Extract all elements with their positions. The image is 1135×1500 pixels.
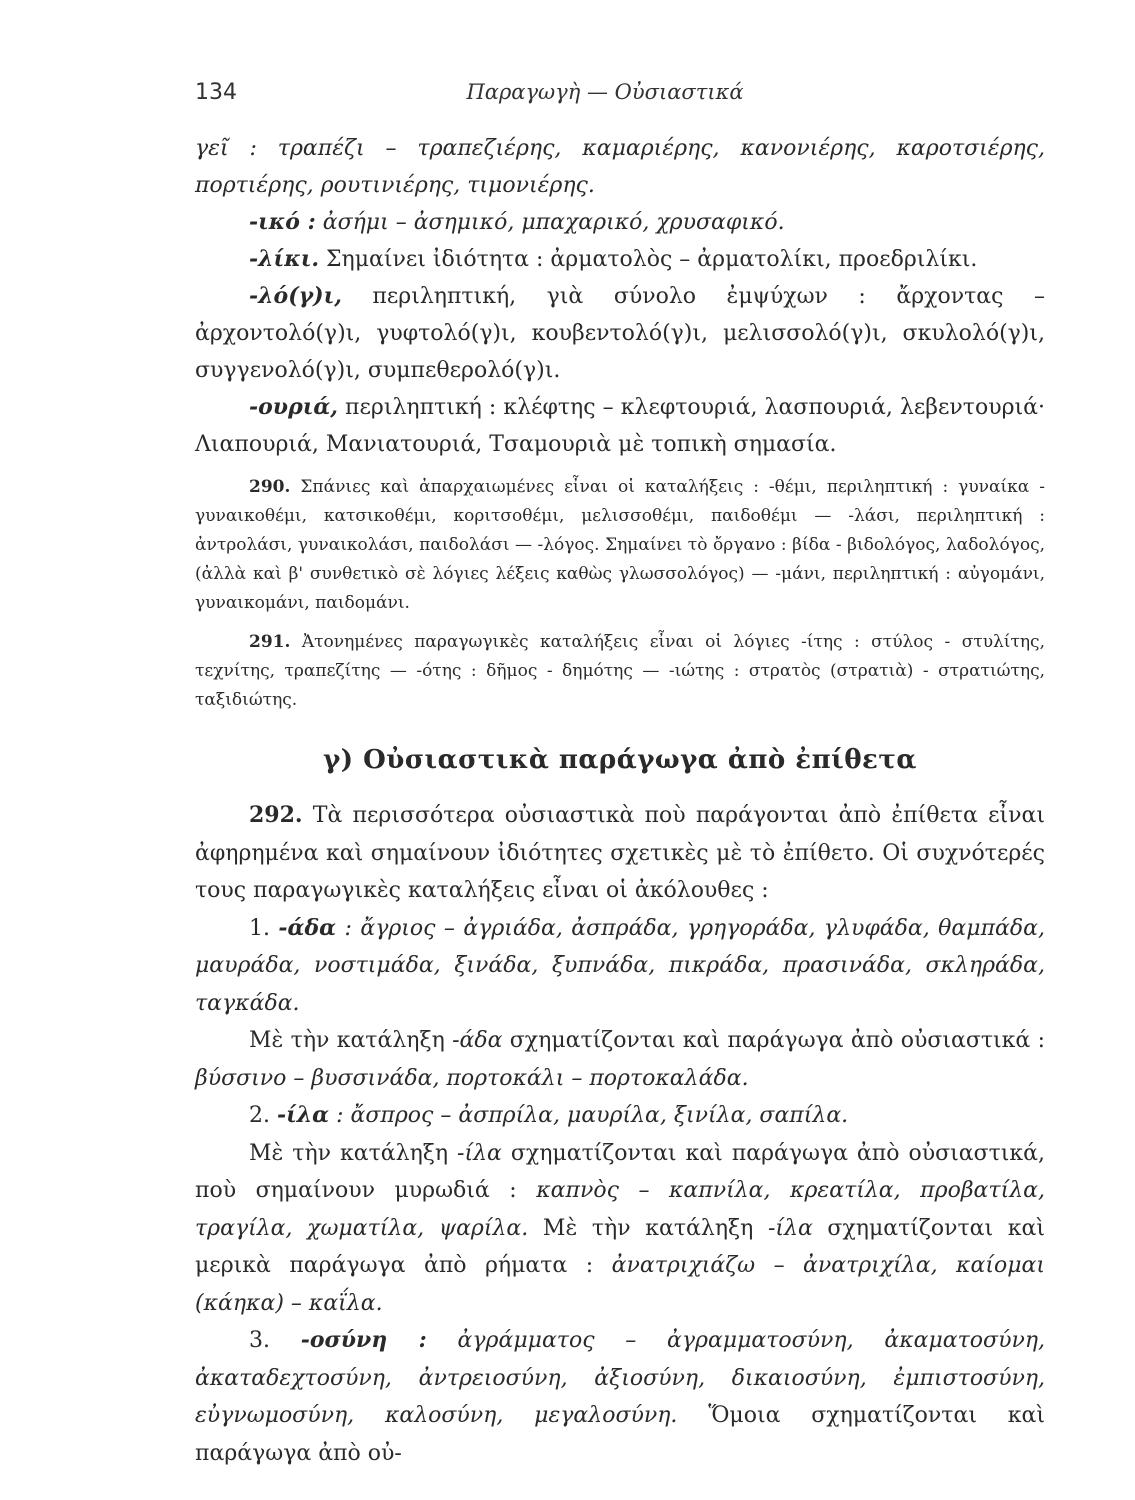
suffix-label: -άδα xyxy=(278,914,337,941)
suffix-label: -ίλα xyxy=(276,1102,330,1128)
item-number: 2. xyxy=(249,1103,277,1128)
item-1-note xyxy=(195,1022,1045,1097)
suffix-label: -οσύνη : xyxy=(300,1327,427,1353)
note-examples: ἀνατριχιάζω – ἀνατριχίλα, καίομαι (κάηκα) – καΐλα. xyxy=(195,1253,1045,1316)
section-heading: γ) Οὐσιαστικὰ παράγωγα ἀπὸ ἐπίθετα xyxy=(323,745,917,775)
note-text: σχηματίζονται καὶ παράγωγα ἀπὸ οὐσιαστικά : xyxy=(502,1028,1045,1053)
item-text: : ἄσπρος – ἀσπρίλα, μαυρίλα, ξινίλα, σαπίλα. xyxy=(329,1103,849,1128)
suffix-text: Σημαίνει ἰδιότητα : ἀρματολὸς – ἀρματολίκι, προεδριλίκι. xyxy=(319,247,978,272)
suffix-logi xyxy=(195,278,1045,389)
note-text: Μὲ τὴν κατάληξη xyxy=(249,1140,458,1166)
note-examples: βύσσινο – βυσσινάδα, πορτοκάλι – πορτοκαλάδα. xyxy=(195,1065,749,1091)
note-text: Μὲ τὴν κατάληξη xyxy=(249,1028,453,1053)
paragraph-continuation xyxy=(195,130,1045,204)
suffix-label: -άδα xyxy=(452,1028,503,1053)
suffix-ouria xyxy=(195,389,1045,463)
section-number: 291. xyxy=(249,632,291,652)
note-text: σχηματίζονται καὶ παράγωγα ἀπὸ οὐσιαστικά, ποὺ σημαίνουν μυρωδιά : xyxy=(195,1140,1045,1203)
item-number: 1. xyxy=(249,915,279,941)
item-text: : ἄγριος – ἀγριάδα, ἀσπράδα, γρηγοράδα, γλυφάδα, θαμπάδα, μαυράδα, νοστιμάδα, ξινάδα, ξυπνάδα, πικράδα, πρασινάδα, σκληράδα, ταγκάδα. xyxy=(195,915,1045,1016)
note-examples: καπνὸς – καπνίλα, κρεατίλα, προβατίλα, τραγίλα, χωματίλα, ψαρίλα. xyxy=(195,1178,1045,1241)
item-1 xyxy=(195,910,1045,1023)
suffix-label: -ίλα xyxy=(457,1140,502,1166)
item-text: ἀγράμματος – ἀγραμματοσύνη, ἀκαματοσύνη, ἀκαταδεχτοσύνη, ἀντρειοσύνη, ἀξιοσύνη, δικαιοσύνη, ἐμπιστοσύνη, εὐγνωμοσύνη, καλοσύνη, μεγαλοσύνη. xyxy=(195,1328,1045,1428)
suffix-iko xyxy=(195,204,1045,241)
suffix-text: περιληπτική, γιὰ σύνολο ἐμψύχων : ἄρχοντας – ἀρχοντολό(γ)ι, γυφτολό(γ)ι, κουβεντολό(γ)ι, μελισσολό(γ)ι, σκυλολό(γ)ι, συγγενολό(γ)ι, συμπεθερολό(γ)ι. xyxy=(195,284,1045,383)
suffix-text: ἀσήμι – ἀσημικό, μπαχαρικό, χρυσαφικό. xyxy=(315,210,785,235)
section-290 xyxy=(195,473,1045,618)
running-title: Παραγωγὴ — Οὐσιαστικά xyxy=(466,80,744,104)
suffix-label: -λό(γ)ι, xyxy=(249,283,342,309)
suffix-label: -ίλα xyxy=(767,1215,813,1241)
suffix-liki xyxy=(195,241,1045,278)
item-2 xyxy=(195,1097,1045,1135)
suffix-label: -ικό : xyxy=(249,209,316,235)
section-291 xyxy=(195,628,1045,715)
section-text: Σπάνιες καὶ ἀπαρχαιωμένες εἶναι οἱ καταλήξεις : -θέμι, περιληπτική : γυναίκα - γυναικοθέμι, κατσικοθέμι, κοριτσοθέμι, μελισσοθέμι, παιδοθέμι — -λάσι, περιληπτική : ἀντρολάσι, γυναικολάσι, παιδολάσι — -λόγος. Σημαίνει τὸ ὄργανο : βίδα - βιδολόγος, λαδολόγος, (ἀλλὰ καὶ β' συνθετικὸ σὲ λόγιες λέξεις καθὼς γλωσσολόγος) — -μάνι, περιληπτική : αὐγομάνι, γυναικομάνι, παιδομάνι. xyxy=(195,477,1045,613)
section-text: Ἀτονημένες παραγωγικὲς καταλήξεις εἶναι οἱ λόγιες -ίτης : στύλος - στυλίτης, τεχνίτης, τραπεζίτης — -ότης : δῆμος - δημότης — -ιώτης : στρατὸς (στρατιὰ) - στρατιώτης, ταξιδιώτης. xyxy=(195,632,1045,710)
section-number: 292. xyxy=(249,802,303,828)
suffix-label: -ουριά, xyxy=(249,394,338,420)
page-body xyxy=(195,130,1045,1472)
item-number: 3. xyxy=(249,1328,301,1353)
continuation-text: γεῖ : τραπέζι – τραπεζιέρης, καμαριέρης, κανονιέρης, καροτσιέρης, πορτιέρης, ρουτινιέρης, τιμονιέρης. xyxy=(195,136,1045,198)
page-header xyxy=(195,80,1015,110)
section-292 xyxy=(195,797,1045,910)
note-text: σχηματίζονται καὶ μερικὰ παράγωγα ἀπὸ ρήματα : xyxy=(195,1215,1045,1278)
item-2-note xyxy=(195,1135,1045,1323)
item-tail-text: Ὅμοια σχηματίζονται καὶ παράγωγα ἀπὸ οὐ- xyxy=(195,1403,1045,1466)
note-text: Μὲ τὴν κατάληξη xyxy=(528,1215,768,1241)
page-number: 134 xyxy=(195,80,237,105)
section-text: Τὰ περισσότερα οὐσιαστικὰ ποὺ παράγονται ἀπὸ ἐπίθετα εἶναι ἀφηρημένα καὶ σημαίνουν ἰδιότητες σχετικὲς μὲ τὸ ἐπίθετο. Οἱ συχνότερές τους παραγωγικὲς καταλήξεις εἶναι οἱ ἀκόλουθες : xyxy=(195,803,1045,903)
suffix-text: περιληπτική : κλέφτης – κλεφτουριά, λασπουριά, λεβεντουριά· Λιαπουριά, Μανιατουριά, Τσαμουριὰ μὲ τοπικὴ σημασία. xyxy=(195,395,1045,457)
suffix-label: -λίκι. xyxy=(249,246,319,272)
section-number: 290. xyxy=(249,477,291,497)
item-3 xyxy=(195,1322,1045,1472)
